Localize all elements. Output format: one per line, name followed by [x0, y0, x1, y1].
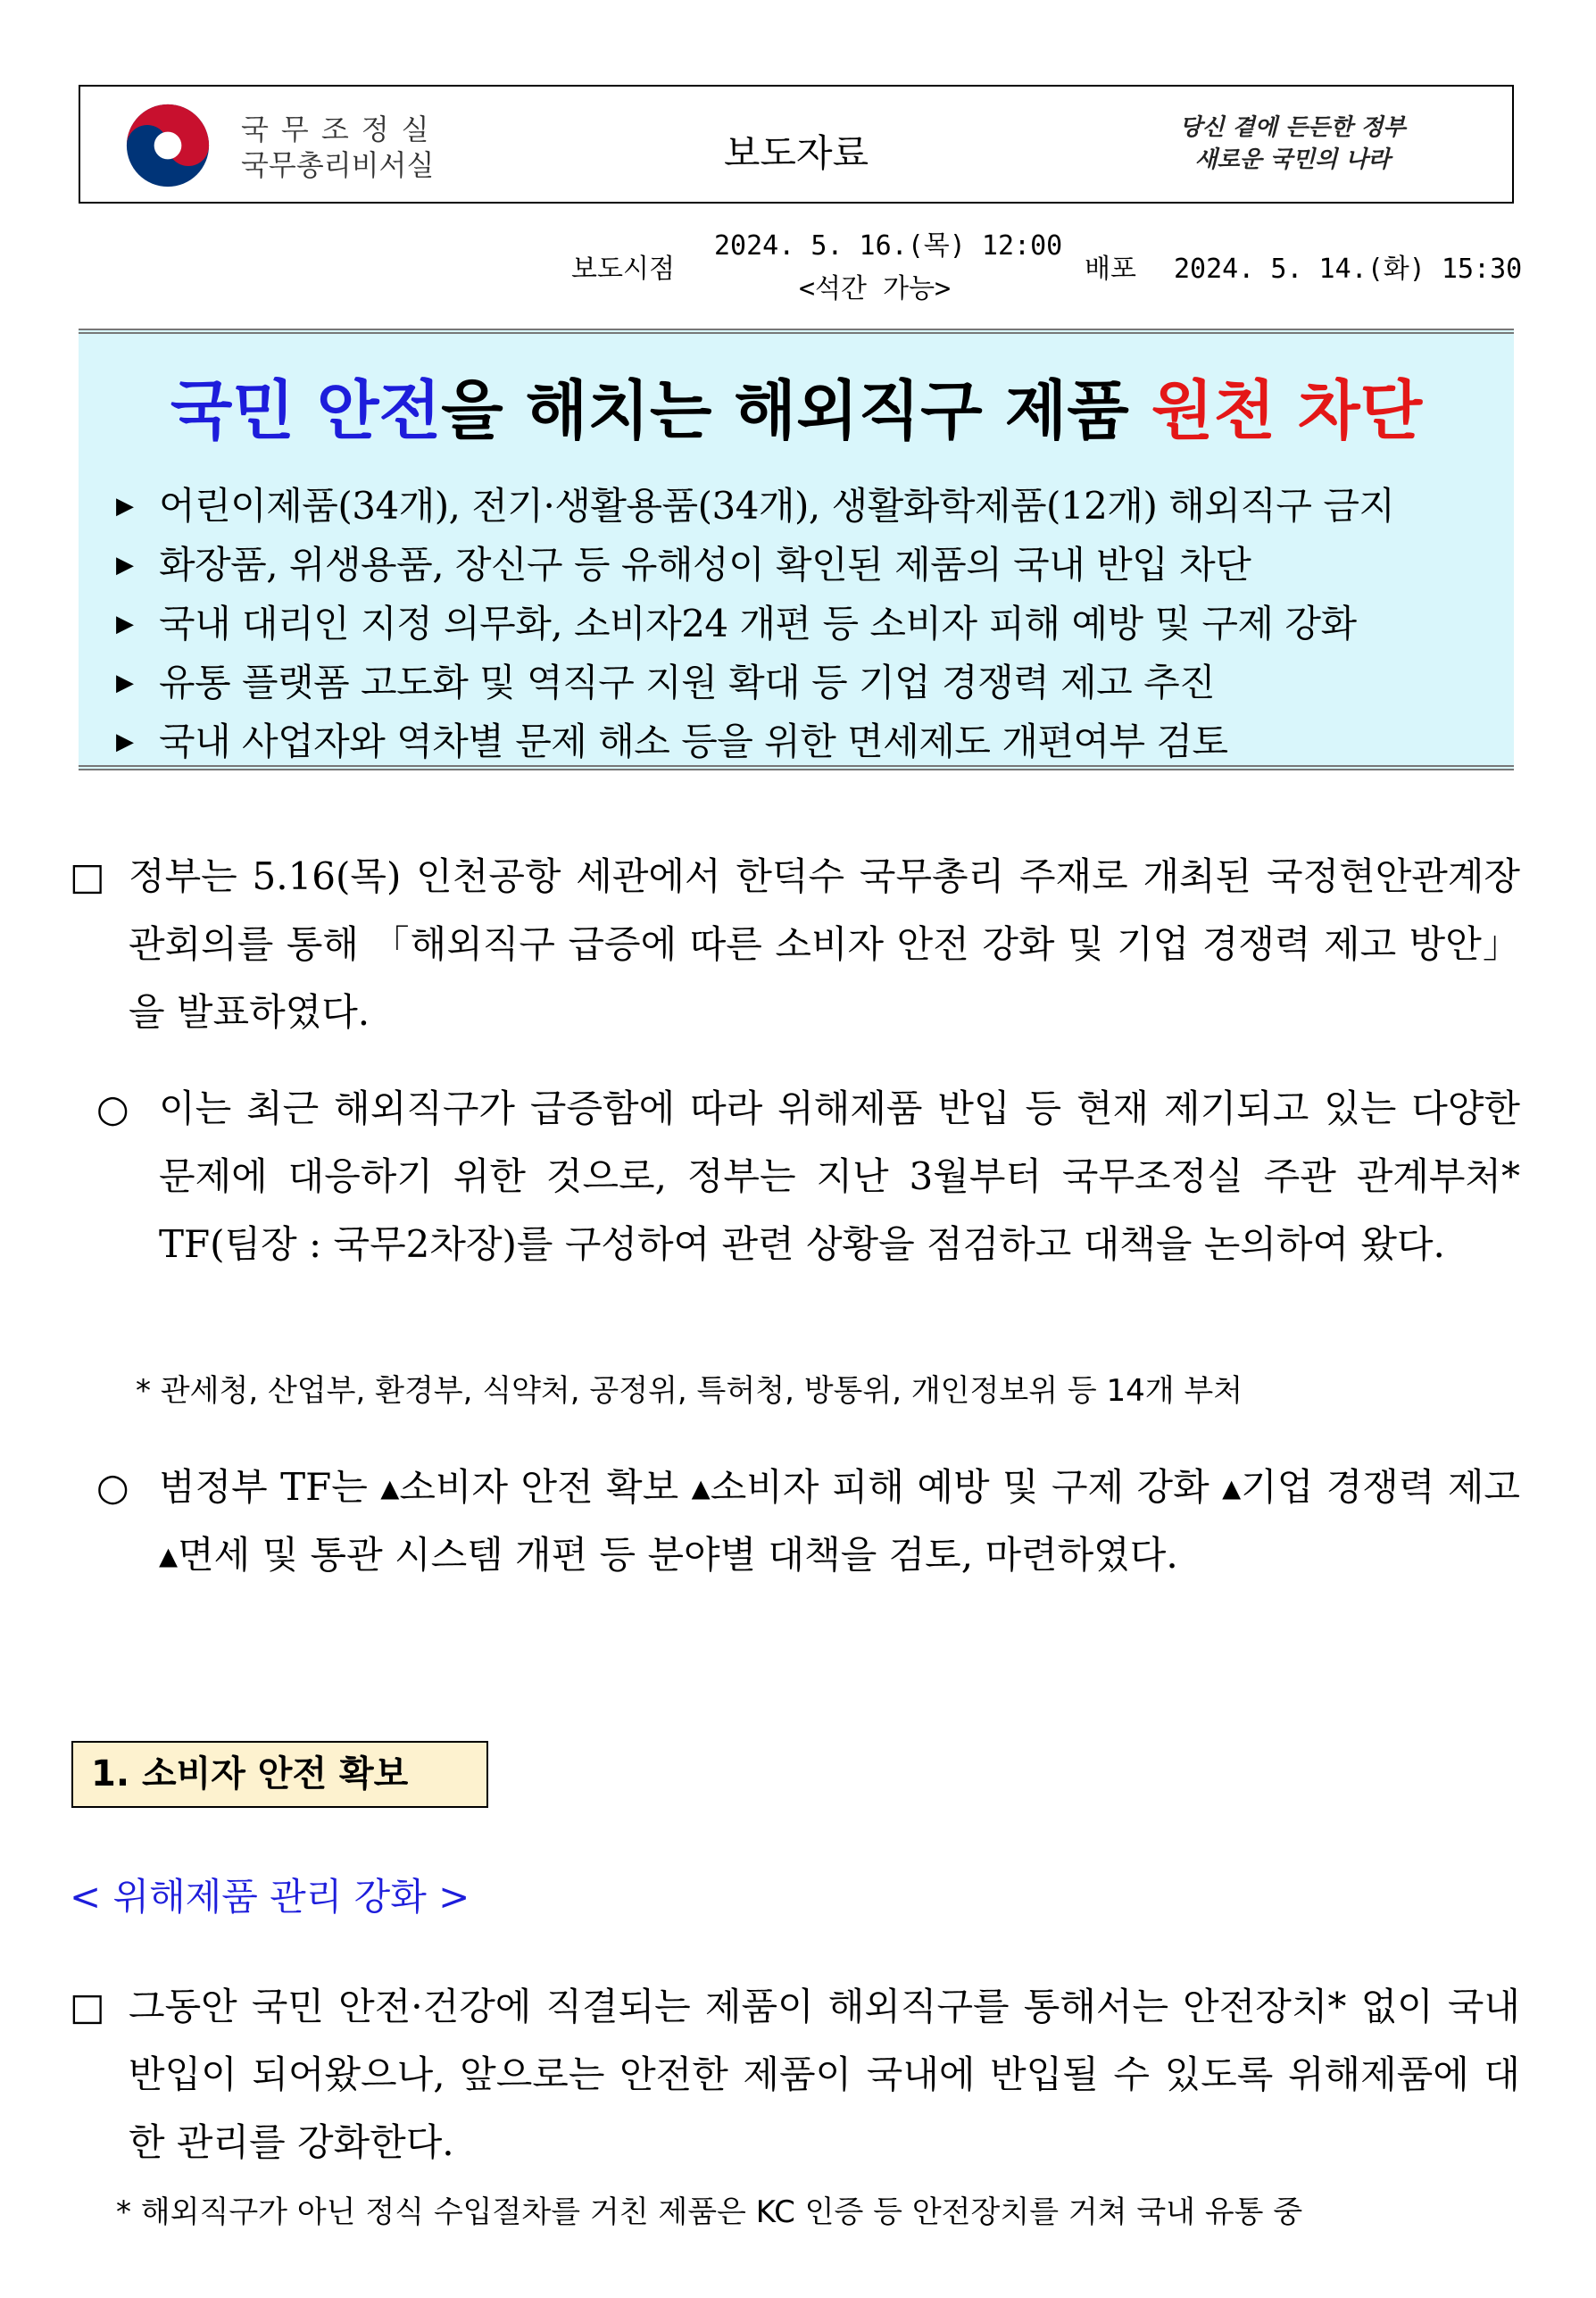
- summary-list: [105, 477, 1498, 771]
- release-datetime: 2024. 5. 16.(목) 12:00: [714, 230, 1063, 262]
- subheading: < 위해제품 관리 강화 >: [70, 1875, 470, 1919]
- circle-bullet-icon: ○: [96, 1465, 129, 1509]
- triangle-bullet-icon: ▶: [116, 729, 134, 755]
- headline-part-3: 원천 차단: [1151, 373, 1423, 448]
- summary-item: [105, 595, 1498, 654]
- doc-type-title: 보도자료: [723, 131, 869, 175]
- summary-item: [105, 712, 1498, 771]
- slogan-line-2: 새로운 국민의 나라: [1194, 146, 1391, 173]
- footnote-2: * 해외직구가 아닌 정식 수입절차를 거친 제품은 KC 인증 등 안전장치를 거쳐 국내 유통 중: [116, 2194, 1303, 2230]
- summary-item-text: 유통 플랫폼 고도화 및 역직구 지원 확대 등 기업 경쟁력 제고 추진: [159, 661, 1216, 704]
- header-box: [79, 85, 1514, 204]
- summary-box: [79, 329, 1514, 770]
- distribution-datetime: 2024. 5. 14.(화) 15:30: [1174, 254, 1523, 285]
- paragraph-1: [70, 843, 1520, 1046]
- release-label: 보도시점: [571, 254, 675, 285]
- circle-bullet-icon: ○: [96, 1087, 129, 1130]
- square-bullet-icon: □: [70, 1985, 105, 2028]
- headline: [79, 359, 1514, 452]
- paragraph-2-text: 그동안 국민 안전·건강에 직결되는 제품이 해외직구를 통해서는 안전장치* 없이 국내 반입이 되어왔으나, 앞으로는 안전한 제품이 국내에 반입될 수 있도록 위해제품에 대한 관리를 강화한다.: [129, 1985, 1520, 2164]
- headline-part-1: 국민 안전: [170, 373, 442, 448]
- sub-paragraph-1: [96, 1075, 1520, 1278]
- org-name-2: 국무총리비서실: [241, 148, 435, 182]
- footnote-1: * 관세청, 산업부, 환경부, 식약처, 공정위, 특허청, 방통위, 개인정보위 등 14개 부처: [136, 1373, 1243, 1409]
- summary-item-text: 국내 사업자와 역차별 문제 해소 등을 위한 면세제도 개편여부 검토: [159, 720, 1228, 763]
- sub-paragraph-2: [96, 1453, 1520, 1589]
- summary-item: [105, 536, 1498, 595]
- summary-item-text: 화장품, 위생용품, 장신구 등 유해성이 확인된 제품의 국내 반입 차단: [159, 543, 1251, 587]
- slogan-line-1: 당신 곁에 든든한 정부: [1179, 114, 1406, 141]
- paragraph-1-text: 정부는 5.16(목) 인천공항 세관에서 한덕수 국무총리 주재로 개최된 국정현안관계장관회의를 통해 「해외직구 급증에 따른 소비자 안전 강화 및 기업 경쟁력 제고 방안」을 발표하였다.: [129, 854, 1520, 1034]
- triangle-bullet-icon: ▶: [116, 611, 134, 637]
- triangle-bullet-icon: ▶: [116, 552, 134, 579]
- org-name-1: 국무조정실: [241, 112, 442, 146]
- triangle-bullet-icon: ▶: [116, 670, 134, 696]
- slogan: [1159, 112, 1426, 176]
- sub-paragraph-2-text: 범정부 TF는 ▴소비자 안전 확보 ▴소비자 피해 예방 및 구제 강화 ▴기업 경쟁력 제고 ▴면세 및 통관 시스템 개편 등 분야별 대책을 검토, 마련하였다.: [159, 1465, 1520, 1577]
- release-note: <석간 가능>: [799, 273, 952, 304]
- summary-item-text: 어린이제품(34개), 전기·생활용품(34개), 생활화학제품(12개) 해외직구 금지: [159, 484, 1395, 528]
- sub-paragraph-1-text: 이는 최근 해외직구가 급증함에 따라 위해제품 반입 등 현재 제기되고 있는 다양한 문제에 대응하기 위한 것으로, 정부는 지난 3월부터 국무조정실 주관 관계부처* TF(팀장 : 국무2차장)를 구성하여 관련 상황을 점검하고 대책을 논의하여 왔다.: [159, 1087, 1520, 1266]
- summary-item-text: 국내 대리인 지정 의무화, 소비자24 개편 등 소비자 피해 예방 및 구제 강화: [159, 602, 1357, 645]
- paragraph-2: [70, 1973, 1520, 2177]
- triangle-bullet-icon: ▶: [116, 493, 134, 520]
- distribution-label: 배포: [1085, 254, 1136, 285]
- section-1-title: 1. 소비자 안전 확보: [71, 1741, 488, 1808]
- summary-item: [105, 654, 1498, 712]
- summary-item: [105, 477, 1498, 536]
- headline-part-2: 을 해치는 해외직구 제품: [441, 373, 1151, 448]
- square-bullet-icon: □: [70, 854, 105, 898]
